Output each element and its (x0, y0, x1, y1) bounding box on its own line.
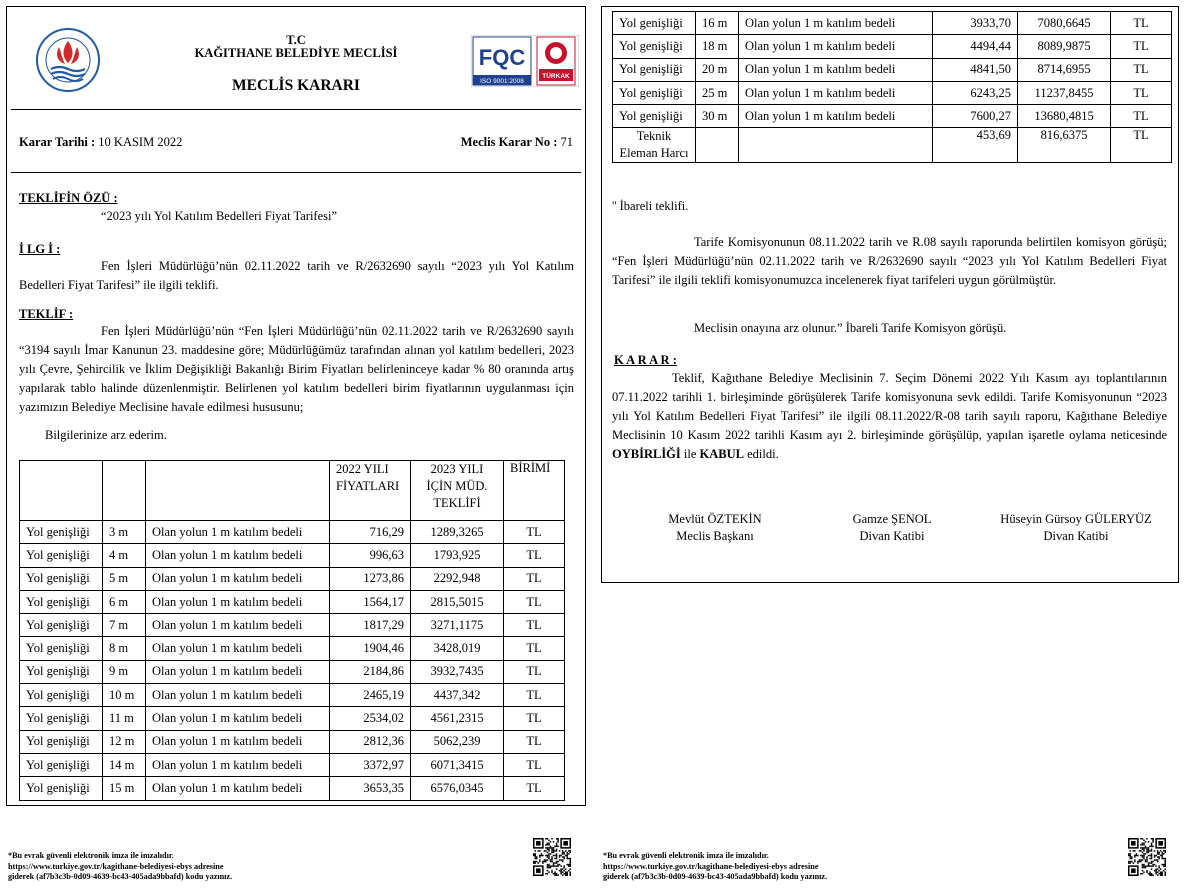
table-cell: 14 m (103, 753, 146, 776)
table-cell: Olan yolun 1 m katılım bedeli (146, 730, 330, 753)
table-row (20, 637, 565, 660)
footer-line: *Bu evrak güvenli elektronik imza ile imzalıdır. (603, 851, 769, 860)
table-cell: Yol genişliği (613, 81, 696, 104)
table-cell: Olan yolun 1 m katılım bedeli (739, 81, 933, 104)
table-cell: 8 m (103, 637, 146, 660)
table-row (20, 590, 565, 613)
table-cell: Yol genişliği (20, 590, 103, 613)
table-cell (739, 128, 933, 163)
qr-code-icon (1128, 838, 1166, 876)
header-line1: T.C (286, 33, 306, 47)
table-cell: Olan yolun 1 m katılım bedeli (739, 58, 933, 81)
table-cell: TL (1111, 81, 1172, 104)
table-cell: 996,63 (330, 544, 411, 567)
table-row (613, 58, 1172, 81)
svg-text:TÜRKAK: TÜRKAK (542, 73, 570, 80)
table-cell: 1904,46 (330, 637, 411, 660)
table-cell: Olan yolun 1 m katılım bedeli (146, 637, 330, 660)
table-cell: 7080,6645 (1018, 12, 1111, 35)
table-cell: Olan yolun 1 m katılım bedeli (146, 614, 330, 637)
meta-divider (11, 172, 581, 173)
table-cell: 18 m (696, 35, 739, 58)
table-cell: TL (504, 521, 565, 544)
table-cell: 25 m (696, 81, 739, 104)
table-cell: Yol genişliği (613, 105, 696, 128)
table-cell: TL (504, 614, 565, 637)
table-cell: 1289,3265 (411, 521, 504, 544)
table-cell: Yol genişliği (20, 544, 103, 567)
footer-left (8, 851, 232, 883)
table-cell: 3933,70 (933, 12, 1018, 35)
table-cell: 20 m (696, 58, 739, 81)
table-header-cell (103, 461, 146, 521)
table-cell: Olan yolun 1 m katılım bedeli (146, 753, 330, 776)
table-cell: 3271,1175 (411, 614, 504, 637)
table-cell: TL (504, 590, 565, 613)
table-cell: 12 m (103, 730, 146, 753)
table-cell: 2292,948 (411, 567, 504, 590)
table-cell: Yol genişliği (20, 660, 103, 683)
signature-name: Hüseyin Gürsoy GÜLERYÜZ (1000, 512, 1152, 526)
table-cell: 4 m (103, 544, 146, 567)
table-cell: 6071,3415 (411, 753, 504, 776)
table-row (613, 12, 1172, 35)
table-cell: Teknik Eleman Harcı (613, 128, 696, 163)
table-cell: Olan yolun 1 m katılım bedeli (739, 105, 933, 128)
table-cell: TL (504, 637, 565, 660)
table-header-row (20, 461, 565, 521)
table-cell: 4437,342 (411, 684, 504, 707)
signature-role: Divan Katibi (1043, 529, 1109, 543)
table-row (20, 567, 565, 590)
karar-text: Teklif, Kağıthane Belediye Meclisinin 7. Seçim Dönemi 2022 Yılı Kasım ayı toplantılarının 07.11.2022 tarihli 1. birleşiminde görüşülerek Tarife komisyonuna sevk edildi. Tarife Komisyonunun “2023 yılı Yol Katılım Bedelleri Fiyat Tarifesi” ile ilgili 08.11.2022/R-08 tarih sayılı raporu, Kağıthane Belediye Meclisinin 10 Kasım 2022 tarihli Kasım ayı 2. birleşiminde görüşülüp, yapılan işaretle oylama neticesinde OYBİRLİĞİ ile KABUL edildi. (612, 371, 1167, 461)
table-cell: 30 m (696, 105, 739, 128)
table-cell: TL (1111, 58, 1172, 81)
table-row (613, 81, 1172, 104)
table-header-cell: 2023 YILI İÇİN MÜD. TEKLİFİ (411, 461, 504, 521)
table-cell: TL (504, 544, 565, 567)
table-cell: Olan yolun 1 m katılım bedeli (739, 35, 933, 58)
table-cell: Olan yolun 1 m katılım bedeli (146, 660, 330, 683)
table-cell: Olan yolun 1 m katılım bedeli (739, 12, 933, 35)
table-cell: Yol genişliği (20, 730, 103, 753)
table-cell: TL (1111, 12, 1172, 35)
footer-link[interactable]: https://www.turkiye.gov.tr/kagithane-belediyesi-ebys adresine (603, 861, 819, 871)
signature-role: Divan Katibi (859, 529, 925, 543)
document-page-left (6, 6, 586, 806)
table-cell: TL (504, 567, 565, 590)
table-row (20, 707, 565, 730)
table-cell: 13680,4815 (1018, 105, 1111, 128)
table-cell: 1564,17 (330, 590, 411, 613)
table-cell: 4494,44 (933, 35, 1018, 58)
table-row (613, 35, 1172, 58)
tariff-table-left (19, 460, 565, 801)
table-cell: 3 m (103, 521, 146, 544)
table-cell: 2465,19 (330, 684, 411, 707)
table-cell: Yol genişliği (613, 58, 696, 81)
table-cell: 4841,50 (933, 58, 1018, 81)
signature-role: Meclis Başkanı (676, 529, 754, 543)
document-page-right (601, 6, 1179, 583)
table-cell: 8089,9875 (1018, 35, 1111, 58)
table-cell: Olan yolun 1 m katılım bedeli (146, 544, 330, 567)
table-cell: Yol genişliği (20, 567, 103, 590)
closing-text: Bilgilerinize arz ederim. (45, 428, 167, 442)
table-cell: Olan yolun 1 m katılım bedeli (146, 590, 330, 613)
table-row-technical-fee (613, 128, 1172, 163)
table-cell (696, 128, 739, 163)
table-cell: Olan yolun 1 m katılım bedeli (146, 777, 330, 800)
table-header-cell: BİRİMİ (504, 461, 565, 521)
table-cell: 3372,97 (330, 753, 411, 776)
ilgi-text: Fen İşleri Müdürlüğü’nün 02.11.2022 tarih ve R/2632690 sayılı “2023 yılı Yol Katılım Bedelleri Fiyat Tarifesi” ile ilgili teklifi. (19, 259, 574, 292)
table-cell: Yol genişliği (20, 684, 103, 707)
table-cell: Yol genişliği (20, 707, 103, 730)
table-cell: 16 m (696, 12, 739, 35)
karar-heading: K A R A R : (614, 353, 677, 367)
table-cell: 4561,2315 (411, 707, 504, 730)
signature-name: Gamze ŞENOL (852, 512, 932, 526)
table-cell: Yol genişliği (20, 777, 103, 800)
table-cell: Olan yolun 1 m katılım bedeli (146, 707, 330, 730)
table-cell: TL (504, 660, 565, 683)
signature-clerk-2 (986, 511, 1166, 545)
table-cell: 2812,36 (330, 730, 411, 753)
header-council-name: KAĞITHANE BELEDİYE MECLİSİ (194, 46, 398, 60)
table-cell: TL (504, 707, 565, 730)
table-row (20, 614, 565, 637)
table-cell: TL (504, 684, 565, 707)
table-cell: 2815,5015 (411, 590, 504, 613)
footer-line: giderek (af7b3c3b-0d09-4639-bc43-405ada9bbafd) kodu yazınız. (8, 872, 233, 881)
table-cell: 5 m (103, 567, 146, 590)
table-row (20, 684, 565, 707)
decision-number: Meclis Karar No : 71 (460, 135, 573, 149)
table-cell: 8714,6955 (1018, 58, 1111, 81)
table-cell: Olan yolun 1 m katılım bedeli (146, 521, 330, 544)
table-row (20, 544, 565, 567)
table-cell: TL (504, 730, 565, 753)
table-header-cell: 2022 YILI FİYATLARI (330, 461, 411, 521)
table-header-cell (20, 461, 103, 521)
table-cell: 2534,02 (330, 707, 411, 730)
footer-link[interactable]: https://www.turkiye.gov.tr/kagithane-belediyesi-ebys adresine (8, 861, 224, 871)
table-row (20, 730, 565, 753)
table-row (20, 777, 565, 800)
table-cell: Yol genişliği (613, 35, 696, 58)
table-cell: 11237,8455 (1018, 81, 1111, 104)
signature-chairman (640, 511, 790, 545)
document-title: MECLİS KARARI (232, 77, 360, 94)
table-cell: 6243,25 (933, 81, 1018, 104)
table-cell: TL (504, 777, 565, 800)
certification-logo-icon (471, 35, 579, 87)
table-row (20, 521, 565, 544)
commission-close: Meclisin onayına arz olunur.” İbareli Tarife Komisyon görüşü. (694, 321, 1007, 335)
summary-heading: TEKLİFİN ÖZÜ : (19, 191, 118, 205)
qr-code-icon (533, 838, 571, 876)
footer-line: giderek (af7b3c3b-0d09-4639-bc43-405ada9bbafd) kodu yazınız. (603, 872, 828, 881)
table-row (20, 660, 565, 683)
table-cell: TL (1111, 105, 1172, 128)
table-cell: 11 m (103, 707, 146, 730)
table-cell: 10 m (103, 684, 146, 707)
table-cell: 6576,0345 (411, 777, 504, 800)
table-cell: 1793,925 (411, 544, 504, 567)
table-cell: TL (1111, 35, 1172, 58)
table-cell: Yol genişliği (20, 753, 103, 776)
tariff-table-right (612, 11, 1172, 163)
svg-text:FQC: FQC (478, 45, 526, 70)
table-cell: Yol genişliği (20, 521, 103, 544)
ilgi-heading: İ LG İ : (19, 242, 61, 256)
table-cell: 7 m (103, 614, 146, 637)
table-cell: 6 m (103, 590, 146, 613)
table-cell: Yol genişliği (20, 637, 103, 660)
table-cell: 716,29 (330, 521, 411, 544)
table-cell: Olan yolun 1 m katılım bedeli (146, 684, 330, 707)
signature-name: Mevlüt ÖZTEKİN (668, 512, 762, 526)
table-cell: 3428,019 (411, 637, 504, 660)
table-cell: 1273,86 (330, 567, 411, 590)
table-cell: 1817,29 (330, 614, 411, 637)
footer-line: *Bu evrak güvenli elektronik imza ile imzalıdır. (8, 851, 174, 860)
svg-text:ISO 9001:2008: ISO 9001:2008 (480, 78, 524, 85)
table-cell: Olan yolun 1 m katılım bedeli (146, 567, 330, 590)
table-header-cell (146, 461, 330, 521)
commission-text: Tarife Komisyonunun 08.11.2022 tarih ve R.08 sayılı raporunda belirtilen komisyon görüşü; “Fen İşleri Müdürlüğü’nün 02.11.2022 tarih ve R/2632690 sayılı “2023 yılı Yol Katılım Bedelleri Fiyat Tarifesi” ile ilgili teklifi komisyonumuzca incelenerek fiyat tarifeleri uygun görülmüştür. (612, 235, 1167, 287)
table-cell: 15 m (103, 777, 146, 800)
table-row (20, 753, 565, 776)
header-divider (11, 109, 581, 110)
after-table-text: '' İbareli teklifi. (612, 199, 689, 213)
signature-clerk-1 (817, 511, 967, 545)
table-cell: 5062,239 (411, 730, 504, 753)
table-cell: 3932,7435 (411, 660, 504, 683)
table-cell: 3653,35 (330, 777, 411, 800)
table-cell: 453,69 (933, 128, 1018, 163)
footer-right (603, 851, 827, 883)
table-cell: 7600,27 (933, 105, 1018, 128)
table-cell: Yol genişliği (20, 614, 103, 637)
table-cell: 2184,86 (330, 660, 411, 683)
decision-date: Karar Tarihi : 10 KASIM 2022 (19, 135, 183, 149)
teklif-heading: TEKLİF : (19, 307, 74, 321)
teklif-text: Fen İşleri Müdürlüğü’nün “Fen İşleri Müdürlüğü’nün 02.11.2022 tarih ve R/2632690 sayılı “3194 sayılı İmar Kanunun 23. maddesine göre; Müdürlüğümüz tarafından alınan yol katılım bedelleri, 2023 yılı Çevre, Şehircilik ve İklim Değişikliği Bakanlığı Birim Fiyatları belirleninceye kadar % 80 oranında artış yapılarak tablo halinde düzenlenmiştir. Belirlenen yol katılım bedelleri birim fiyatlarının uygulanması için yazımızın Belediye Meclisine havale edilmesi hususunu; (19, 324, 574, 414)
table-cell: Yol genişliği (613, 12, 696, 35)
table-cell: 9 m (103, 660, 146, 683)
summary-text: “2023 yılı Yol Katılım Bedelleri Fiyat Tarifesi” (101, 209, 338, 223)
table-cell: TL (504, 753, 565, 776)
table-row (613, 105, 1172, 128)
table-cell: TL (1111, 128, 1172, 163)
table-cell: 816,6375 (1018, 128, 1111, 163)
